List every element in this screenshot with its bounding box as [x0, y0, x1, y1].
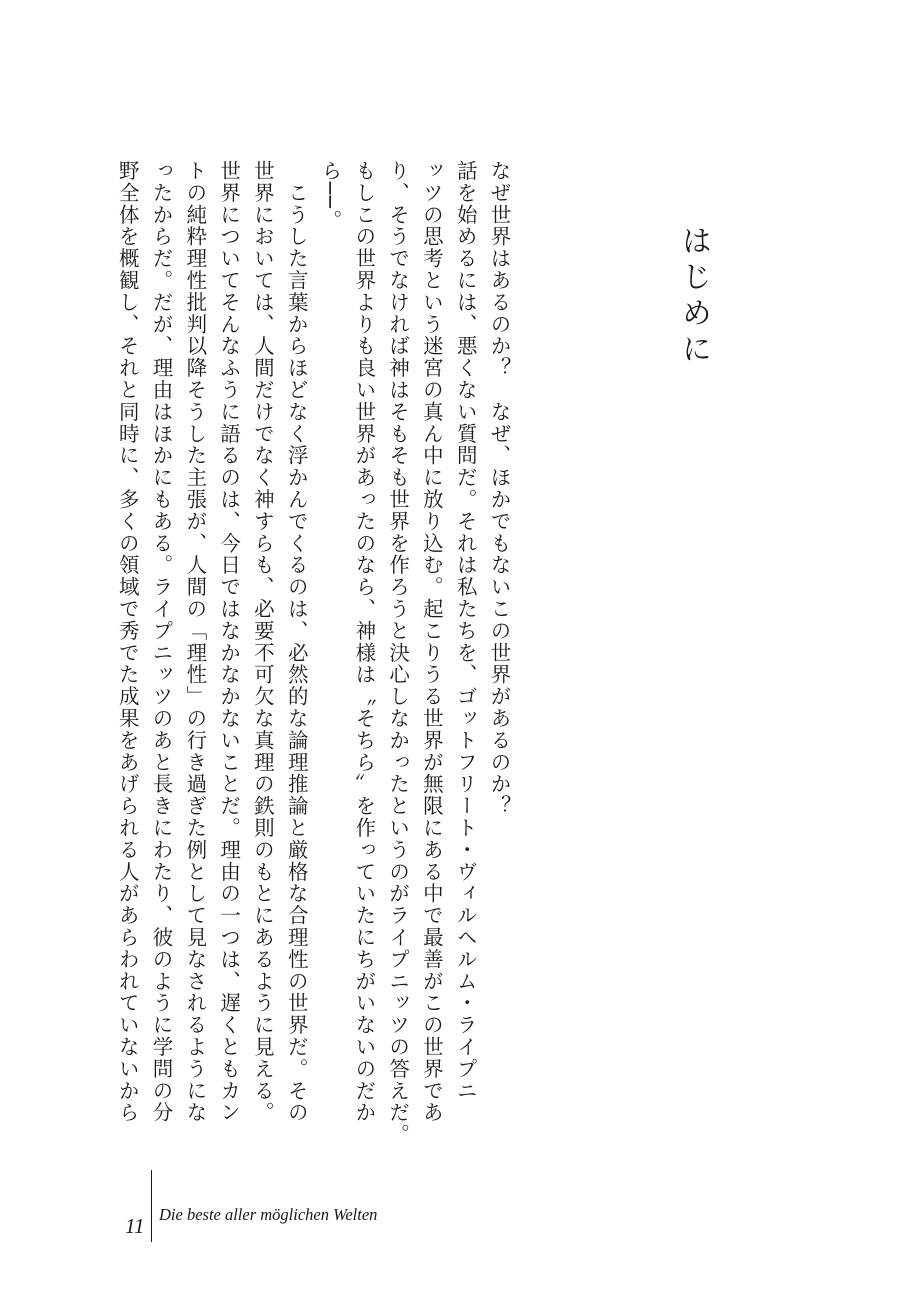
chapter-heading: はじめに: [676, 225, 711, 369]
text-line: ったからだ。だが、理由はほかにもある。ライプニッツのあと長きにわたり、彼のように学問の分: [149, 160, 174, 1124]
folio-divider: [151, 1170, 152, 1242]
text-line: こうした言葉からほどなく浮かんでくるのは、必然的な論理推論と厳格な合理性の世界だ。その: [284, 160, 309, 1124]
page-number: 11: [125, 1214, 145, 1238]
text-line: り、そうでなければ神はそもそも世界を作ろうと決心しなかったというのがライプニッツの答えだ。: [385, 160, 410, 1146]
text-line: トの純粋理性批判以降そうした主張が、人間の「理性」の行き過ぎた例として見なされるようにな: [182, 160, 207, 1124]
text-line: 話を始めるには、悪くない質問だ。それは私たちを、ゴットフリート・ヴィルヘルム・ライプニ: [453, 160, 478, 1102]
text-line: 世界においては、人間だけでなく神すらも、必要不可欠な真理の鉄則のもとにあるように見える。: [250, 160, 275, 1124]
running-title: Die beste aller möglichen Welten: [159, 1205, 378, 1224]
text-line: 世界についてそんなふうに語るのは、今日ではなかなかないことだ。理由の一つは、遅くともカン: [216, 160, 241, 1124]
body-text: [110, 160, 515, 1146]
text-line: もしこの世界よりも良い世界があったのなら、神様は〝そちら〟を作っていたにちがいないのだか: [351, 160, 376, 1124]
text-line: 野全体を概観し、それと同時に、多くの領域で秀でた成果をあげられる人があらわれていないから: [115, 160, 140, 1124]
text-line: ら──。: [318, 160, 343, 232]
text-line: なぜ世界はあるのか？ なぜ、ほかでもないこの世界があるのか？: [487, 160, 511, 817]
text-line: ッツの思考という迷宮の真ん中に放り込む。起こりうる世界が無限にある中で最善がこの世界であ: [419, 160, 444, 1124]
